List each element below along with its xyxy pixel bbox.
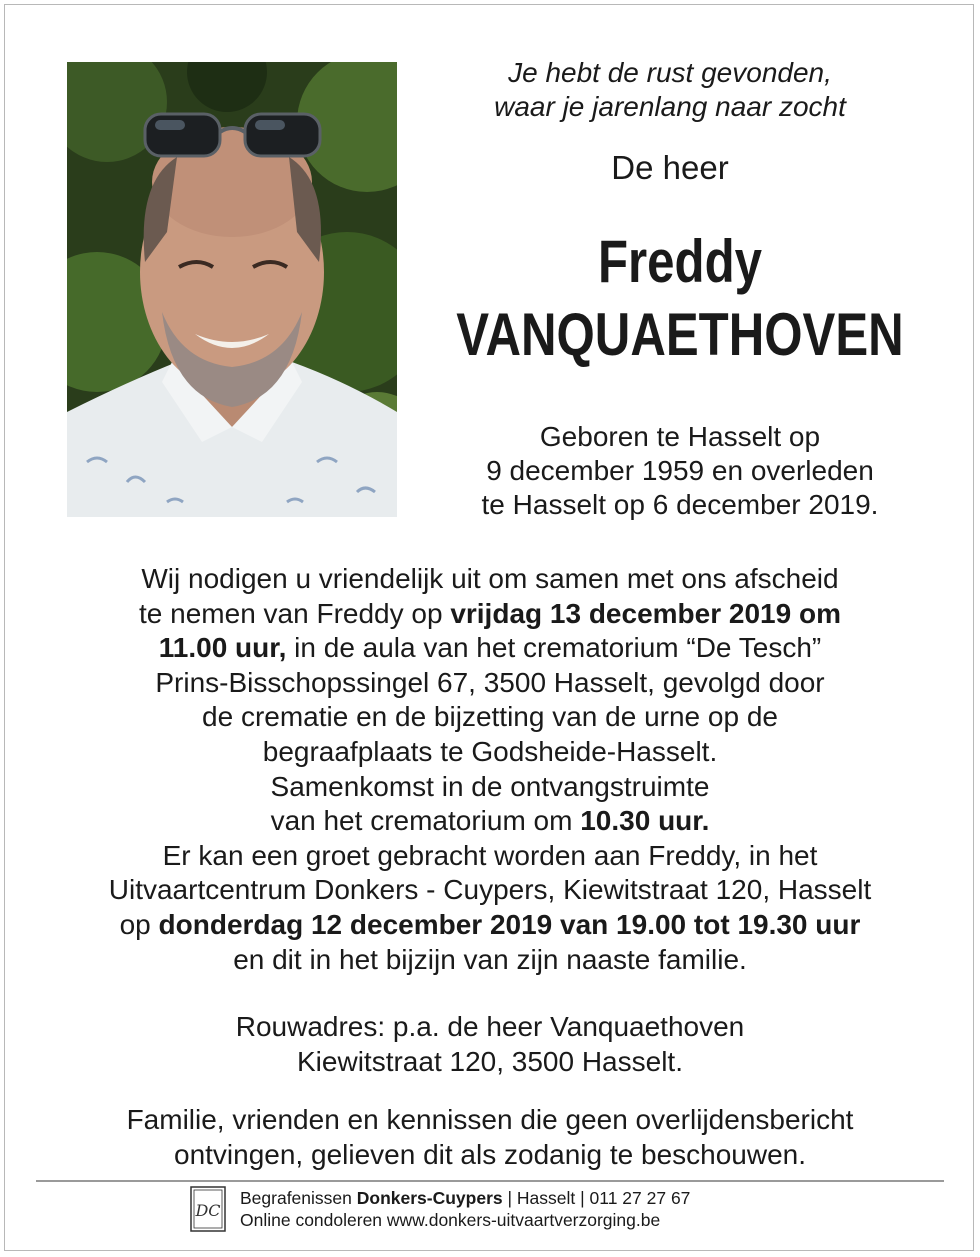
- funeral-home-logo: [190, 1186, 226, 1232]
- footer-line-1: Begrafenissen Donkers-Cuypers | Hasselt | 011 27 27 67: [240, 1188, 691, 1208]
- deceased-last-name: VANQUAETHOVEN: [456, 301, 904, 368]
- quote-line-2: waar je jarenlang naar zocht: [494, 91, 846, 122]
- invitation-line: 11.00 uur, in de aula van het crematorium “De Tesch”: [158, 632, 822, 664]
- invitation-line: van het crematorium om 10.30 uur.: [270, 805, 710, 837]
- funeral-home-footer: [240, 1187, 690, 1231]
- invitation-line: Uitvaartcentrum Donkers - Cuypers, Kiewitstraat 120, Hasselt: [108, 874, 872, 906]
- family-note-line-2: ontvingen, gelieven dit als zodanig te beschouwen.: [174, 1138, 806, 1170]
- visitation-datetime: donderdag 12 december 2019 van 19.00 tot 19.30 uur: [158, 908, 861, 940]
- birth-line-1: Geboren te Hasselt op: [539, 421, 821, 452]
- ceremony-date: vrijdag 13 december 2019 om: [450, 597, 841, 629]
- birth-line-3: te Hasselt op 6 december 2019.: [481, 489, 879, 520]
- portrait-photo: [67, 62, 397, 517]
- mourning-address: [30, 1010, 950, 1079]
- invitation-line: Er kan een groet gebracht worden aan Freddy, in het: [162, 839, 818, 871]
- salutation: De heer: [611, 149, 729, 186]
- funeral-home-name: Donkers-Cuypers: [356, 1188, 503, 1208]
- invitation-line: op donderdag 12 december 2019 van 19.00 tot 19.30 uur: [119, 908, 861, 940]
- footer-divider: [36, 1180, 944, 1182]
- invitation-line: Prins-Bisschopssingel 67, 3500 Hasselt, gevolgd door: [155, 666, 825, 698]
- address-line-2: Kiewitstraat 120, 3500 Hasselt.: [297, 1045, 683, 1077]
- invitation-line: en dit in het bijzijn van zijn naaste familie.: [233, 943, 747, 975]
- memorial-quote: [440, 56, 900, 124]
- birth-line-2: 9 december 1959 en overleden: [486, 455, 874, 486]
- invitation-line: Samenkomst in de ontvangstruimte: [270, 770, 710, 802]
- gathering-time: 10.30 uur.: [580, 805, 710, 837]
- funeral-invitation: [30, 562, 950, 977]
- birth-death-details: [420, 420, 940, 522]
- invitation-line: Wij nodigen u vriendelijk uit om samen met ons afscheid: [141, 563, 839, 594]
- svg-text:DC: DC: [195, 1201, 221, 1220]
- quote-line-1: Je hebt de rust gevonden,: [508, 57, 832, 88]
- address-line-1: Rouwadres: p.a. de heer Vanquaethoven: [235, 1011, 745, 1042]
- invitation-line: de crematie en de bijzetting van de urne op de: [202, 701, 778, 733]
- footer-line-2[interactable]: Online condoleren www.donkers-uitvaartverzorging.be: [240, 1210, 661, 1230]
- family-note: [30, 1103, 950, 1172]
- family-note-line-1: Familie, vrienden en kennissen die geen overlijdensbericht: [126, 1104, 854, 1135]
- invitation-line: te nemen van Freddy op vrijdag 13 december 2019 om: [139, 597, 841, 629]
- deceased-first-name: Freddy: [597, 228, 763, 295]
- ceremony-time: 11.00 uur,: [158, 632, 287, 664]
- invitation-line: begraafplaats te Godsheide-Hasselt.: [262, 735, 718, 767]
